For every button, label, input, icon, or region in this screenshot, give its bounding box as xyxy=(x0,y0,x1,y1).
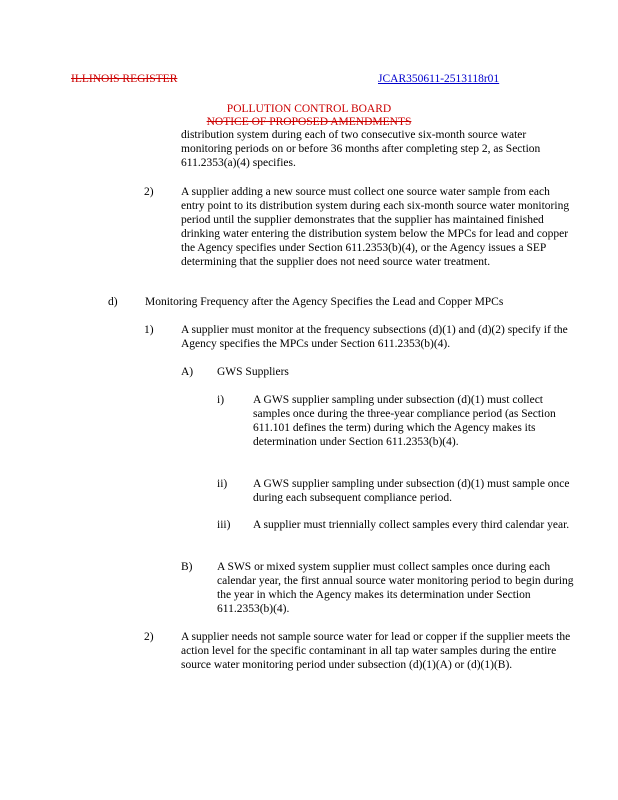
header-document-id-link[interactable]: JCAR350611-2513118r01 xyxy=(378,73,500,85)
item-2-label: 2) xyxy=(144,186,154,198)
d1aiii-label: iii) xyxy=(217,519,231,531)
d1b-label: B) xyxy=(181,561,193,573)
d1-label: 1) xyxy=(144,324,154,336)
item-2-paragraph: A supplier adding a new source must collect one source water sample from each entry point to its distribution system during each six-month source water monitoring period until the supplier demonstrates that the supplier has maintained finished drinking water entering the distribution system below the MPCs for lead and copper the Agency specifies under Section 611.2353(b)(4), or the Agency issues a SEP determining that the supplier does not need source water treatment. xyxy=(181,186,570,268)
title-notice: NOTICE OF PROPOSED AMENDMENTS xyxy=(206,116,412,128)
d1a-heading: GWS Suppliers xyxy=(217,366,289,378)
d1ai-paragraph: A GWS supplier sampling under subsection (d)(1) must collect samples once during the three-year compliance period (as Section 611.101 defines the term) during which the Agency makes its determination under Section 611.2353(b)(4). xyxy=(253,394,556,448)
d1b-paragraph: A SWS or mixed system supplier must collect samples once during each calendar year, the first annual source water monitoring period to begin during the year in which the Agency makes its determination under Section 611.2353(b)(4). xyxy=(217,561,574,615)
section-d-label: d) xyxy=(108,296,118,308)
d1aiii-paragraph: A supplier must triennially collect samples every third calendar year. xyxy=(253,519,570,531)
d2-paragraph: A supplier needs not sample source water for lead or copper if the supplier meets the action level for the specific contaminant in all tap water samples during the entire source water monitoring period under subsection (d)(1)(A) or (d)(1)(B). xyxy=(181,631,571,671)
continued-paragraph: distribution system during each of two consecutive six-month source water monitoring periods on or before 36 months after completing step 2, as Section 611.2353(a)(4) specifies. xyxy=(181,129,541,169)
section-d-heading: Monitoring Frequency after the Agency Specifies the Lead and Copper MPCs xyxy=(145,296,504,308)
title-board: POLLUTION CONTROL BOARD xyxy=(226,103,392,115)
d1a-label: A) xyxy=(181,366,194,378)
d1-paragraph: A supplier must monitor at the frequency subsections (d)(1) and (d)(2) specify if the Agency specifies the MPCs under Section 611.2353(b)(4). xyxy=(181,324,568,350)
d1ai-label: i) xyxy=(217,394,225,406)
d1aii-paragraph: A GWS supplier sampling under subsection (d)(1) must sample once during each subsequent compliance period. xyxy=(253,478,570,504)
d2-label: 2) xyxy=(144,631,154,643)
header-register: ILLINOIS REGISTER xyxy=(71,73,178,85)
d1aii-label: ii) xyxy=(217,478,228,490)
